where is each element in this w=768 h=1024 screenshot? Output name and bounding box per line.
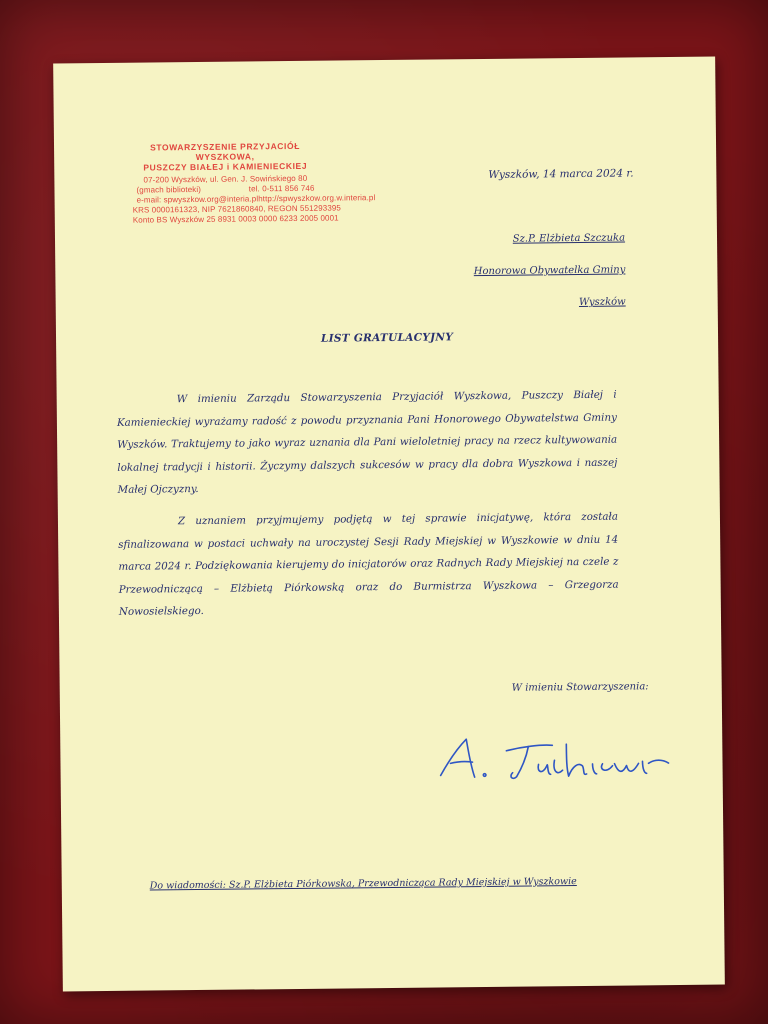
stamp-bank: Konto BS Wyszków 25 8931 0003 0000 6233 2005 0001 xyxy=(132,213,339,226)
organization-stamp xyxy=(132,140,376,227)
cc-text: Do wiadomości: Sz.P. Elżbieta Piórkowska, Przewodnicząca Rady Miejskiej w Wyszkowie xyxy=(149,876,577,892)
stamp-email: e-mail: spwyszkow.org@interia.pl xyxy=(136,194,259,205)
stamp-address: 07-200 Wyszków, ul. Gen. J. Sowińskiego 80 xyxy=(143,173,308,185)
body-paragraph: Z uznaniem przyjmujemy podjętą w tej sprawie inicjatywę, która została sfinalizowana w postaci uchwały na uroczystej Sesji Rady Miejskiej w Wyszkowie w dniu 14 marca 2024 r. Podziękowania kierujemy do inicjatorów oraz Radnych Rady Miejskiej na czele z Przewodniczącą – Elżbietą Piórkowską oraz do Burmistrza Wyszkowa – Grzegorza Nowosielskiego. xyxy=(118,510,619,619)
closing-line: W imieniu Stowarzyszenia: xyxy=(511,681,649,694)
document-title: LIST GRATULACYJNY xyxy=(320,331,454,345)
addressee-name: Sz.P. Elżbieta Szczuka xyxy=(512,232,626,245)
addressee-title: Honorowa Obywatelka Gminy Wyszków xyxy=(473,264,626,308)
body-paragraph: W imieniu Zarządu Stowarzyszenia Przyjaciół Wyszkowa, Puszczy Białej i Kamienieckiej wyrażamy radość z powodu przyznania Pani Honorowego Obywatelstwa Gminy Wyszków. Traktujemy to jako wyraz uznania dla Pani wieloletniej pracy na rzecz kultywowania lokalnej tradycji i historii. Życzymy dalszych sukcesów w pracy dla dobra Wyszkowa i naszej Małej Ojczyzny. xyxy=(116,388,618,497)
addressee-block xyxy=(435,223,626,321)
handwritten-signature xyxy=(432,729,683,792)
stamp-address-note: (gmach biblioteki) xyxy=(136,184,202,195)
stamp-org-name: STOWARZYSZENIE PRZYJACIÓŁ WYSZKOWA, xyxy=(150,140,301,163)
cc-notice xyxy=(150,876,577,891)
stamp-web: http://spwyszkow.org.w.interia.pl xyxy=(258,193,376,204)
stamp-phone: tel. 0-511 856 746 xyxy=(248,183,315,194)
place-date: Wyszków, 14 marca 2024 r. xyxy=(488,167,634,181)
letter-body xyxy=(117,384,620,633)
stamp-ids: KRS 0000161323, NIP 7621860840, REGON 551293395 xyxy=(132,203,342,215)
stamp-org-sub: PUSZCZY BIAŁEJ i KAMIENIECKIEJ xyxy=(143,161,308,173)
letter-paper xyxy=(53,57,725,992)
